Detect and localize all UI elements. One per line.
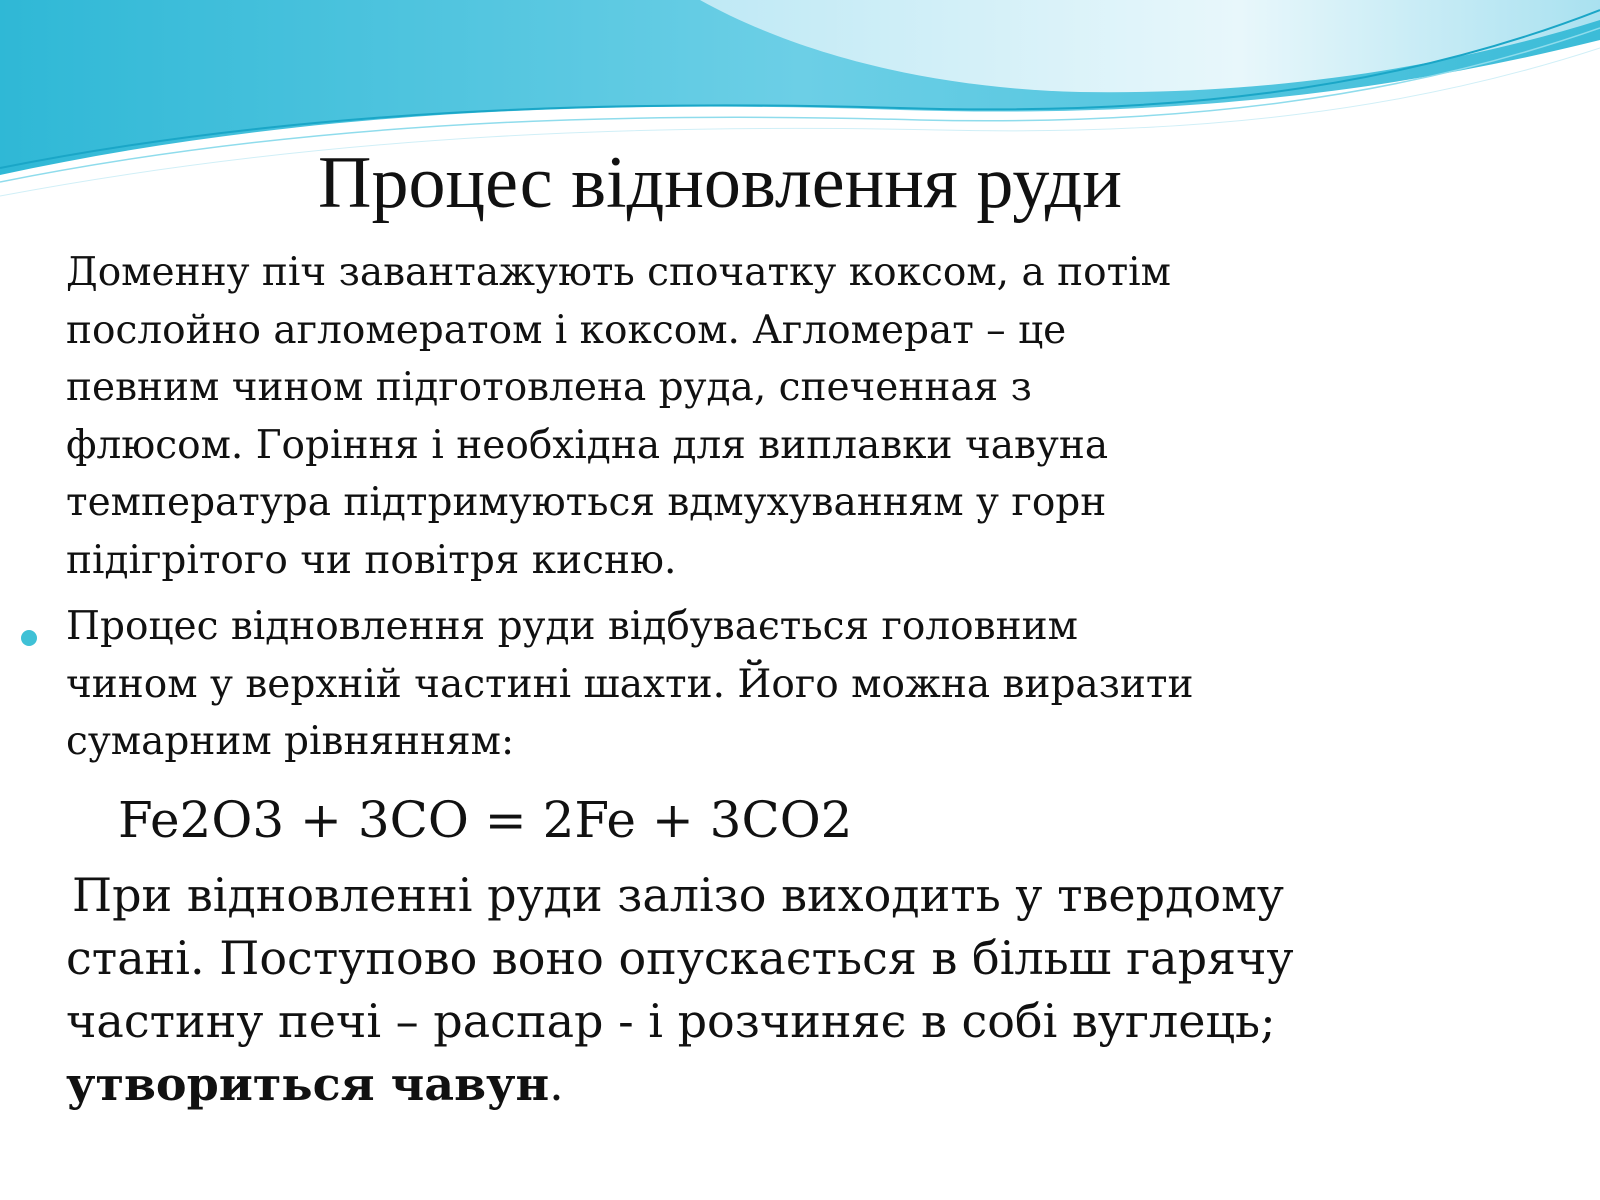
paragraph-line: частину печі – распар - і розчиняє в собі вуглець;: [66, 994, 1276, 1048]
paragraph-iron-formation: [66, 864, 1294, 1116]
paragraph-line: послойно агломератом і коксом. Агломерат – це: [66, 307, 1067, 353]
paragraph-line: певним чином підготовлена руда, спеченная з: [66, 365, 1032, 410]
paragraph-line: флюсом. Горіння і необхідна для виплавки чавуна: [66, 422, 1109, 468]
chemical-equation: Fe2O3 + 3CO = 2Fe + 3CO2: [118, 791, 853, 849]
paragraph-blast-furnace-loading: [66, 244, 1171, 589]
paragraph-line: Доменну піч завантажують спочатку коксом, а потім: [66, 250, 1171, 295]
paragraph-line: чином у верхній частині шахти. Його можна виразити: [66, 661, 1194, 707]
bullet-dot-icon: [21, 630, 37, 646]
slide-title: Процес відновлення руди: [318, 142, 1122, 224]
paragraph-line: температура підтримуються вдмухуванням у горн: [66, 480, 1107, 525]
paragraph-line: стані. Поступово воно опускається в більш гарячу: [66, 931, 1294, 985]
paragraph-line: При відновленні руди залізо виходить у твердому: [72, 868, 1284, 922]
bullet-paragraph-reduction-process: [66, 598, 1194, 771]
paragraph-line: сумарним рівнянням:: [66, 719, 515, 764]
paragraph-line: підігрітого чи повітря кисню.: [66, 537, 677, 583]
bold-conclusion: утвориться чавун: [66, 1057, 550, 1111]
paragraph-line: Процес відновлення руди відбувається головним: [66, 604, 1078, 649]
closing-period: .: [549, 1057, 564, 1111]
